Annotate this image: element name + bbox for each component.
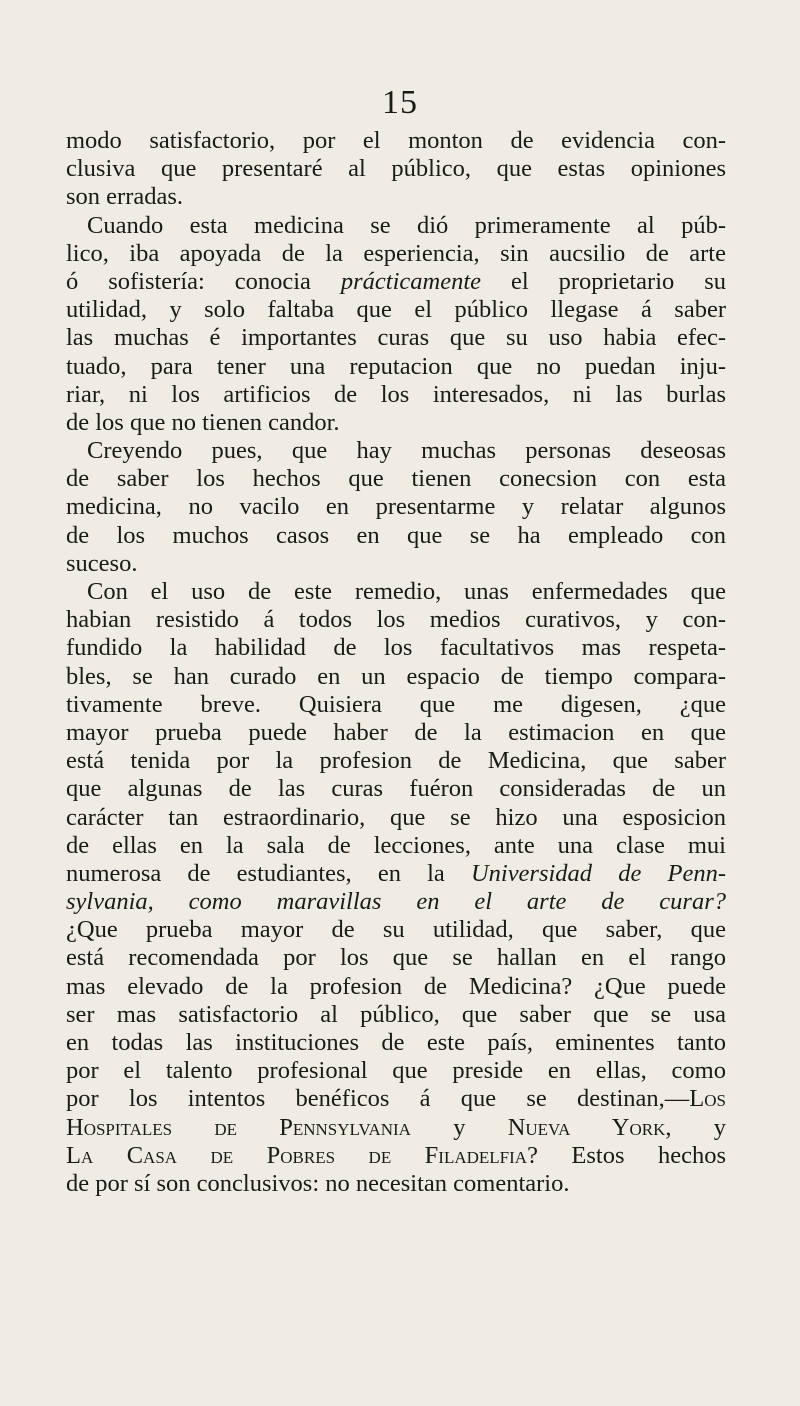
text-run: fundido la habilidad de los facultativos mas respeta- xyxy=(66,634,726,662)
italic-text: prácticamente xyxy=(340,267,482,295)
text-run: las muchas é importantes curas que su uso habia efec- xyxy=(66,324,726,352)
text-run: de los que no tienen candor. xyxy=(66,408,340,436)
body-text xyxy=(66,127,726,1198)
text-line xyxy=(66,775,726,803)
text-run: está tenida por la profesion de Medicina, que saber xyxy=(66,747,726,775)
text-run: medicina, no vacilo en presentarme y relatar algunos xyxy=(66,493,726,521)
text-line xyxy=(66,550,726,578)
text-run: en todas las instituciones de este país, eminentes tanto xyxy=(66,1029,726,1056)
text-line xyxy=(66,381,726,409)
text-run: ó sofistería: conocia xyxy=(66,267,341,295)
text-run: carácter tan estraordinario, que se hizo una esposicion xyxy=(66,803,726,831)
text-line xyxy=(66,522,726,550)
text-line xyxy=(66,747,726,775)
text-run: , y xyxy=(665,1113,726,1141)
text-line xyxy=(66,1085,726,1113)
text-line xyxy=(66,832,726,860)
text-line xyxy=(66,1142,726,1170)
text-line xyxy=(66,1170,726,1198)
text-line xyxy=(66,973,726,1001)
text-run: está recomendada por los que se hallan en el rango xyxy=(66,944,726,972)
small-caps-text: Nueva York xyxy=(507,1113,666,1141)
text-line xyxy=(66,493,726,521)
small-caps-text: Los xyxy=(689,1085,726,1113)
text-run: habian resistido á todos los medios curativos, y con- xyxy=(66,606,726,634)
text-run: de los muchos casos en que se ha empleado con xyxy=(66,521,726,549)
text-run: son erradas. xyxy=(66,183,184,211)
text-line xyxy=(66,1001,726,1029)
text-run: que algunas de las curas fuéron consideradas de un xyxy=(66,775,726,803)
text-run: Cuando esta medicina se dió primeramente al púb- xyxy=(87,211,726,239)
text-line xyxy=(66,804,726,832)
text-line xyxy=(66,1114,726,1142)
text-line xyxy=(66,212,726,240)
text-run: Con el uso de este remedio, unas enfermedades que xyxy=(87,578,726,605)
text-line xyxy=(66,409,726,437)
text-line xyxy=(66,155,726,183)
small-caps-text: La Casa de Pobres de Filadelfia xyxy=(66,1141,528,1169)
text-line xyxy=(66,860,726,888)
text-line xyxy=(66,634,726,662)
text-run: suceso. xyxy=(66,549,138,577)
text-line xyxy=(66,437,726,465)
text-line xyxy=(66,691,726,719)
text-run: de ellas en la sala de lecciones, ante una clase mui xyxy=(66,831,726,859)
text-line xyxy=(66,1057,726,1085)
text-line xyxy=(66,916,726,944)
text-line xyxy=(66,127,726,155)
text-run: de por sí son conclusivos: no necesitan comentario. xyxy=(66,1169,570,1197)
text-run: numerosa de estudiantes, en la xyxy=(66,859,471,887)
text-line xyxy=(66,183,726,211)
text-run: utilidad, y solo faltaba que el público llegase á saber xyxy=(66,296,726,324)
text-line xyxy=(66,888,726,916)
text-run: mayor prueba puede haber de la estimacion en que xyxy=(66,718,726,746)
text-line xyxy=(66,268,726,296)
text-line xyxy=(66,240,726,268)
page-number: 15 xyxy=(382,84,418,121)
text-run: ? Estos hechos xyxy=(527,1141,726,1169)
text-line xyxy=(66,353,726,381)
text-line xyxy=(66,944,726,972)
italic-text: sylvania, como maravillas en el arte de curar? xyxy=(66,888,726,916)
text-run: ser mas satisfactorio al público, que saber que se usa xyxy=(66,1000,726,1028)
text-run: de saber los hechos que tienen conecsion con esta xyxy=(66,465,726,493)
text-run: por el talento profesional que preside en ellas, como xyxy=(66,1057,726,1085)
text-line xyxy=(66,719,726,747)
italic-text: Universidad de Penn- xyxy=(470,859,726,887)
text-run: riar, ni los artificios de los interesados, ni las burlas xyxy=(66,380,726,408)
text-run: bles, se han curado en un espacio de tiempo compara- xyxy=(66,662,726,690)
text-line xyxy=(66,324,726,352)
text-line xyxy=(66,606,726,634)
text-run: tuado, para tener una reputacion que no puedan inju- xyxy=(66,352,726,380)
text-run: clusiva que presentaré al público, que estas opiniones xyxy=(66,155,726,183)
text-run: y xyxy=(410,1113,508,1141)
text-run: mas elevado de la profesion de Medicina? ¿Que puede xyxy=(66,972,726,1000)
small-caps-text: Hospitales de Pennsylvania xyxy=(66,1113,411,1141)
text-run: modo satisfactorio, por el monton de evidencia con- xyxy=(66,127,726,154)
text-run: tivamente breve. Quisiera que me digesen, ¿que xyxy=(66,690,726,718)
text-run: Creyendo pues, que hay muchas personas deseosas xyxy=(87,437,726,465)
text-line xyxy=(66,578,726,606)
text-line xyxy=(66,296,726,324)
text-run: lico, iba apoyada de la esperiencia, sin aucsilio de arte xyxy=(66,239,726,267)
text-line xyxy=(66,1029,726,1057)
text-run: por los intentos benéficos á que se destinan,— xyxy=(66,1085,690,1113)
text-run: ¿Que prueba mayor de su utilidad, que saber, que xyxy=(66,916,726,944)
text-run: el proprietario su xyxy=(481,267,726,295)
text-line xyxy=(66,663,726,691)
text-line xyxy=(66,465,726,493)
